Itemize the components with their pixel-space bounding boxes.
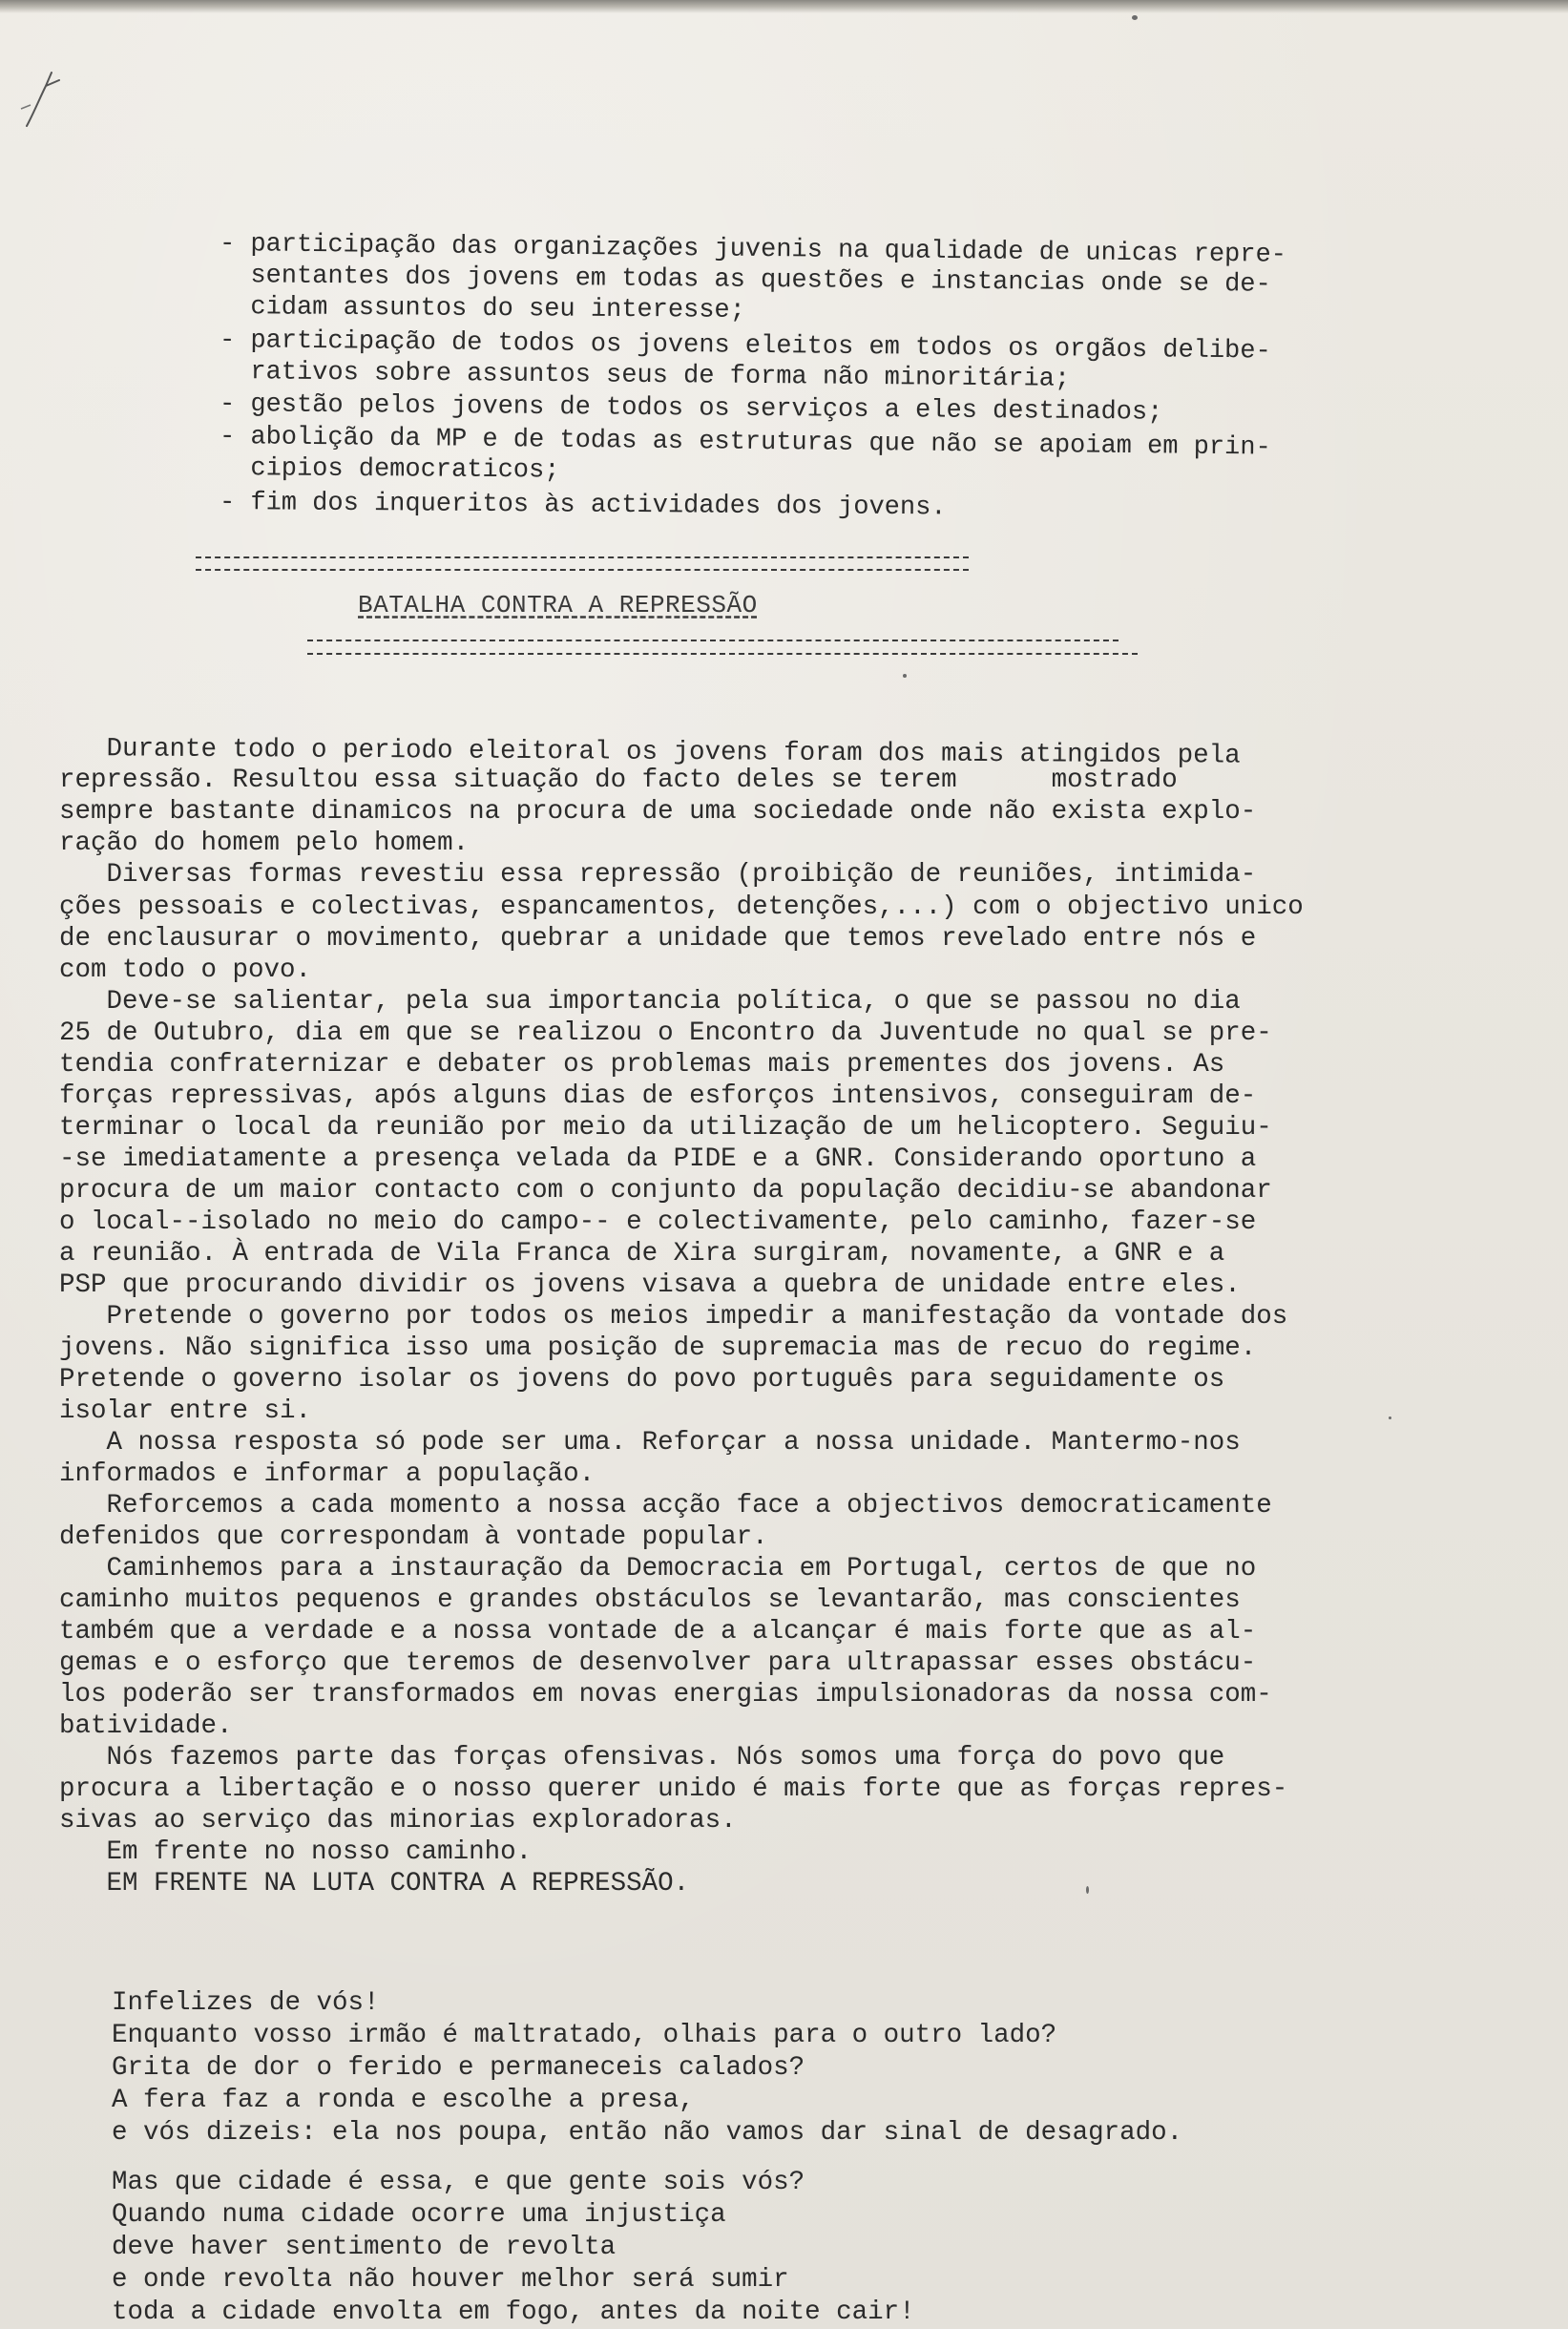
demand-line: sentantes dos jovens em todas as questões e instancias onde se de- (219, 262, 1271, 300)
body-line: Caminhemos para a instauração da Democracia em Portugal, certos de que no (59, 1554, 1257, 1584)
paper-speck (1086, 1886, 1089, 1894)
body-line: sivas ao serviço das minorias exploradoras. (59, 1806, 737, 1836)
body-line: o local--isolado no meio do campo-- e colectivamente, pelo caminho, fazer-se (59, 1207, 1257, 1237)
poem-line: Mas que cidade é essa, e que gente sois vós? (112, 2168, 805, 2197)
demand-line: - participação das organizações juvenis na qualidade de unicas repre- (219, 230, 1287, 270)
demand-line: - fim dos inqueritos às actividades dos jovens. (219, 489, 947, 523)
demand-line: - abolição da MP e de todas as estruturas que não se apoiam em prin- (219, 423, 1271, 463)
poem-line: deve haver sentimento de revolta (112, 2233, 617, 2262)
body-line: Durante todo o periodo eleitoral os jovens foram dos mais atingidos pela (58, 734, 1241, 771)
body-line: Pretende o governo isolar os jovens do povo português para seguidamente os (59, 1365, 1225, 1395)
demand-line: - participação de todos os jovens eleitos em todos os orgãos delibe- (219, 326, 1271, 367)
separator-rule (196, 556, 969, 558)
body-line: -se imediatamente a presença velada da PIDE e a GNR. Considerando oportuno a (59, 1144, 1257, 1174)
body-line: Deve-se salientar, pela sua importancia política, o que se passou no dia (59, 987, 1241, 1017)
demand-line: cidam assuntos do seu interesse; (219, 293, 745, 325)
body-line: Reforcemos a cada momento a nossa acção face a objectivos democraticamente (59, 1491, 1272, 1521)
poem-line: e vós dizeis: ela nos poupa, então não vamos dar sinal de desagrado. (112, 2118, 1183, 2148)
paper-speck (1389, 1416, 1391, 1419)
body-line: informados e informar a população. (59, 1459, 596, 1489)
body-line: jovens. Não significa isso uma posição de supremacia mas de recuo do regime. (59, 1333, 1257, 1363)
separator-rule (307, 640, 1119, 641)
body-line: gemas e o esforço que teremos de desenvolver para ultrapassar esses obstácu- (59, 1648, 1257, 1678)
body-line: PSP que procurando dividir os jovens visava a quebra de unidade entre eles. (59, 1270, 1241, 1300)
handwritten-mark-icon (17, 59, 74, 136)
demand-line: - gestão pelos jovens de todos os serviços a eles destinados; (219, 390, 1163, 428)
body-line: 25 de Outubro, dia em que se realizou o Encontro da Juventude no qual se pre- (59, 1018, 1272, 1048)
body-line: Nós fazemos parte das forças ofensivas. Nós somos uma força do povo que (59, 1743, 1225, 1773)
demand-line: cipios democraticos; (219, 454, 560, 486)
poem-line: A fera faz a ronda e escolhe a presa, (112, 2086, 695, 2115)
body-line: los poderão ser transformados em novas energias impulsionadoras da nossa com- (59, 1680, 1272, 1710)
body-line: isolar entre si. (59, 1396, 312, 1426)
body-line: EM FRENTE NA LUTA CONTRA A REPRESSÃO. (59, 1869, 690, 1899)
page-top-edge (0, 0, 1568, 13)
demand-line: rativos sobre assuntos seus de forma não minoritária; (219, 358, 1071, 394)
body-line: defenidos que correspondam à vontade popular. (59, 1522, 768, 1552)
separator-rule (307, 653, 1138, 655)
body-line: procura de um maior contacto com o conjunto da população decidiu-se abandonar (59, 1176, 1272, 1206)
body-line: a reunião. À entrada de Vila Franca de Xira surgiram, novamente, a GNR e a (59, 1239, 1225, 1269)
body-line: terminar o local da reunião por meio da utilização de um helicoptero. Seguiu- (59, 1113, 1272, 1143)
body-line: sempre bastante dinamicos na procura de uma sociedade onde não exista explo- (59, 797, 1257, 827)
body-line: com todo o povo. (59, 955, 312, 985)
body-line: batividade. (59, 1711, 233, 1741)
paper-speck (1132, 15, 1138, 20)
body-line: forças repressivas, após alguns dias de esforços intensivos, conseguiram de- (59, 1081, 1257, 1111)
body-line: caminho muitos pequenos e grandes obstáculos se levantarão, mas conscientes (59, 1585, 1241, 1615)
body-line: tendia confraternizar e debater os problemas mais prementes dos jovens. As (59, 1050, 1225, 1080)
body-line: Pretende o governo por todos os meios impedir a manifestação da vontade dos (59, 1302, 1288, 1332)
poem-line: Grita de dor o ferido e permaneceis calados? (112, 2053, 805, 2083)
poem-line: e onde revolta não houver melhor será sumir (112, 2265, 789, 2295)
poem-line: Quando numa cidade ocorre uma injustiça (112, 2200, 726, 2230)
body-line: Em frente no nosso caminho. (59, 1837, 533, 1867)
body-line: também que a verdade e a nossa vontade de a alcançar é mais forte que as al- (59, 1617, 1257, 1647)
body-line: A nossa resposta só pode ser uma. Reforçar a nossa unidade. Mantermo-nos (59, 1428, 1241, 1458)
body-line: procura a libertação e o nosso querer unido é mais forte que as forças repres- (59, 1774, 1288, 1804)
paper-speck (903, 674, 907, 678)
body-line: ções pessoais e colectivas, espancamentos, detenções,...) com o objectivo unico (59, 892, 1304, 922)
section-heading: BATALHA CONTRA A REPRESSÃO (358, 591, 758, 619)
body-line: de enclausurar o movimento, quebrar a unidade que temos revelado entre nós e (59, 924, 1257, 954)
poem-line: Infelizes de vós! (112, 1988, 380, 2018)
body-line: repressão. Resultou essa situação do facto deles se terem mostrado (59, 766, 1178, 795)
poem-line: toda a cidade envolta em fogo, antes da noite cair! (112, 2298, 915, 2327)
body-line: ração do homem pelo homem. (59, 829, 470, 858)
body-line: Diversas formas revestiu essa repressão (proibição de reuniões, intimida- (59, 860, 1257, 890)
separator-rule (196, 569, 969, 571)
poem-line: Enquanto vosso irmão é maltratado, olhais para o outro lado? (112, 2021, 1057, 2050)
